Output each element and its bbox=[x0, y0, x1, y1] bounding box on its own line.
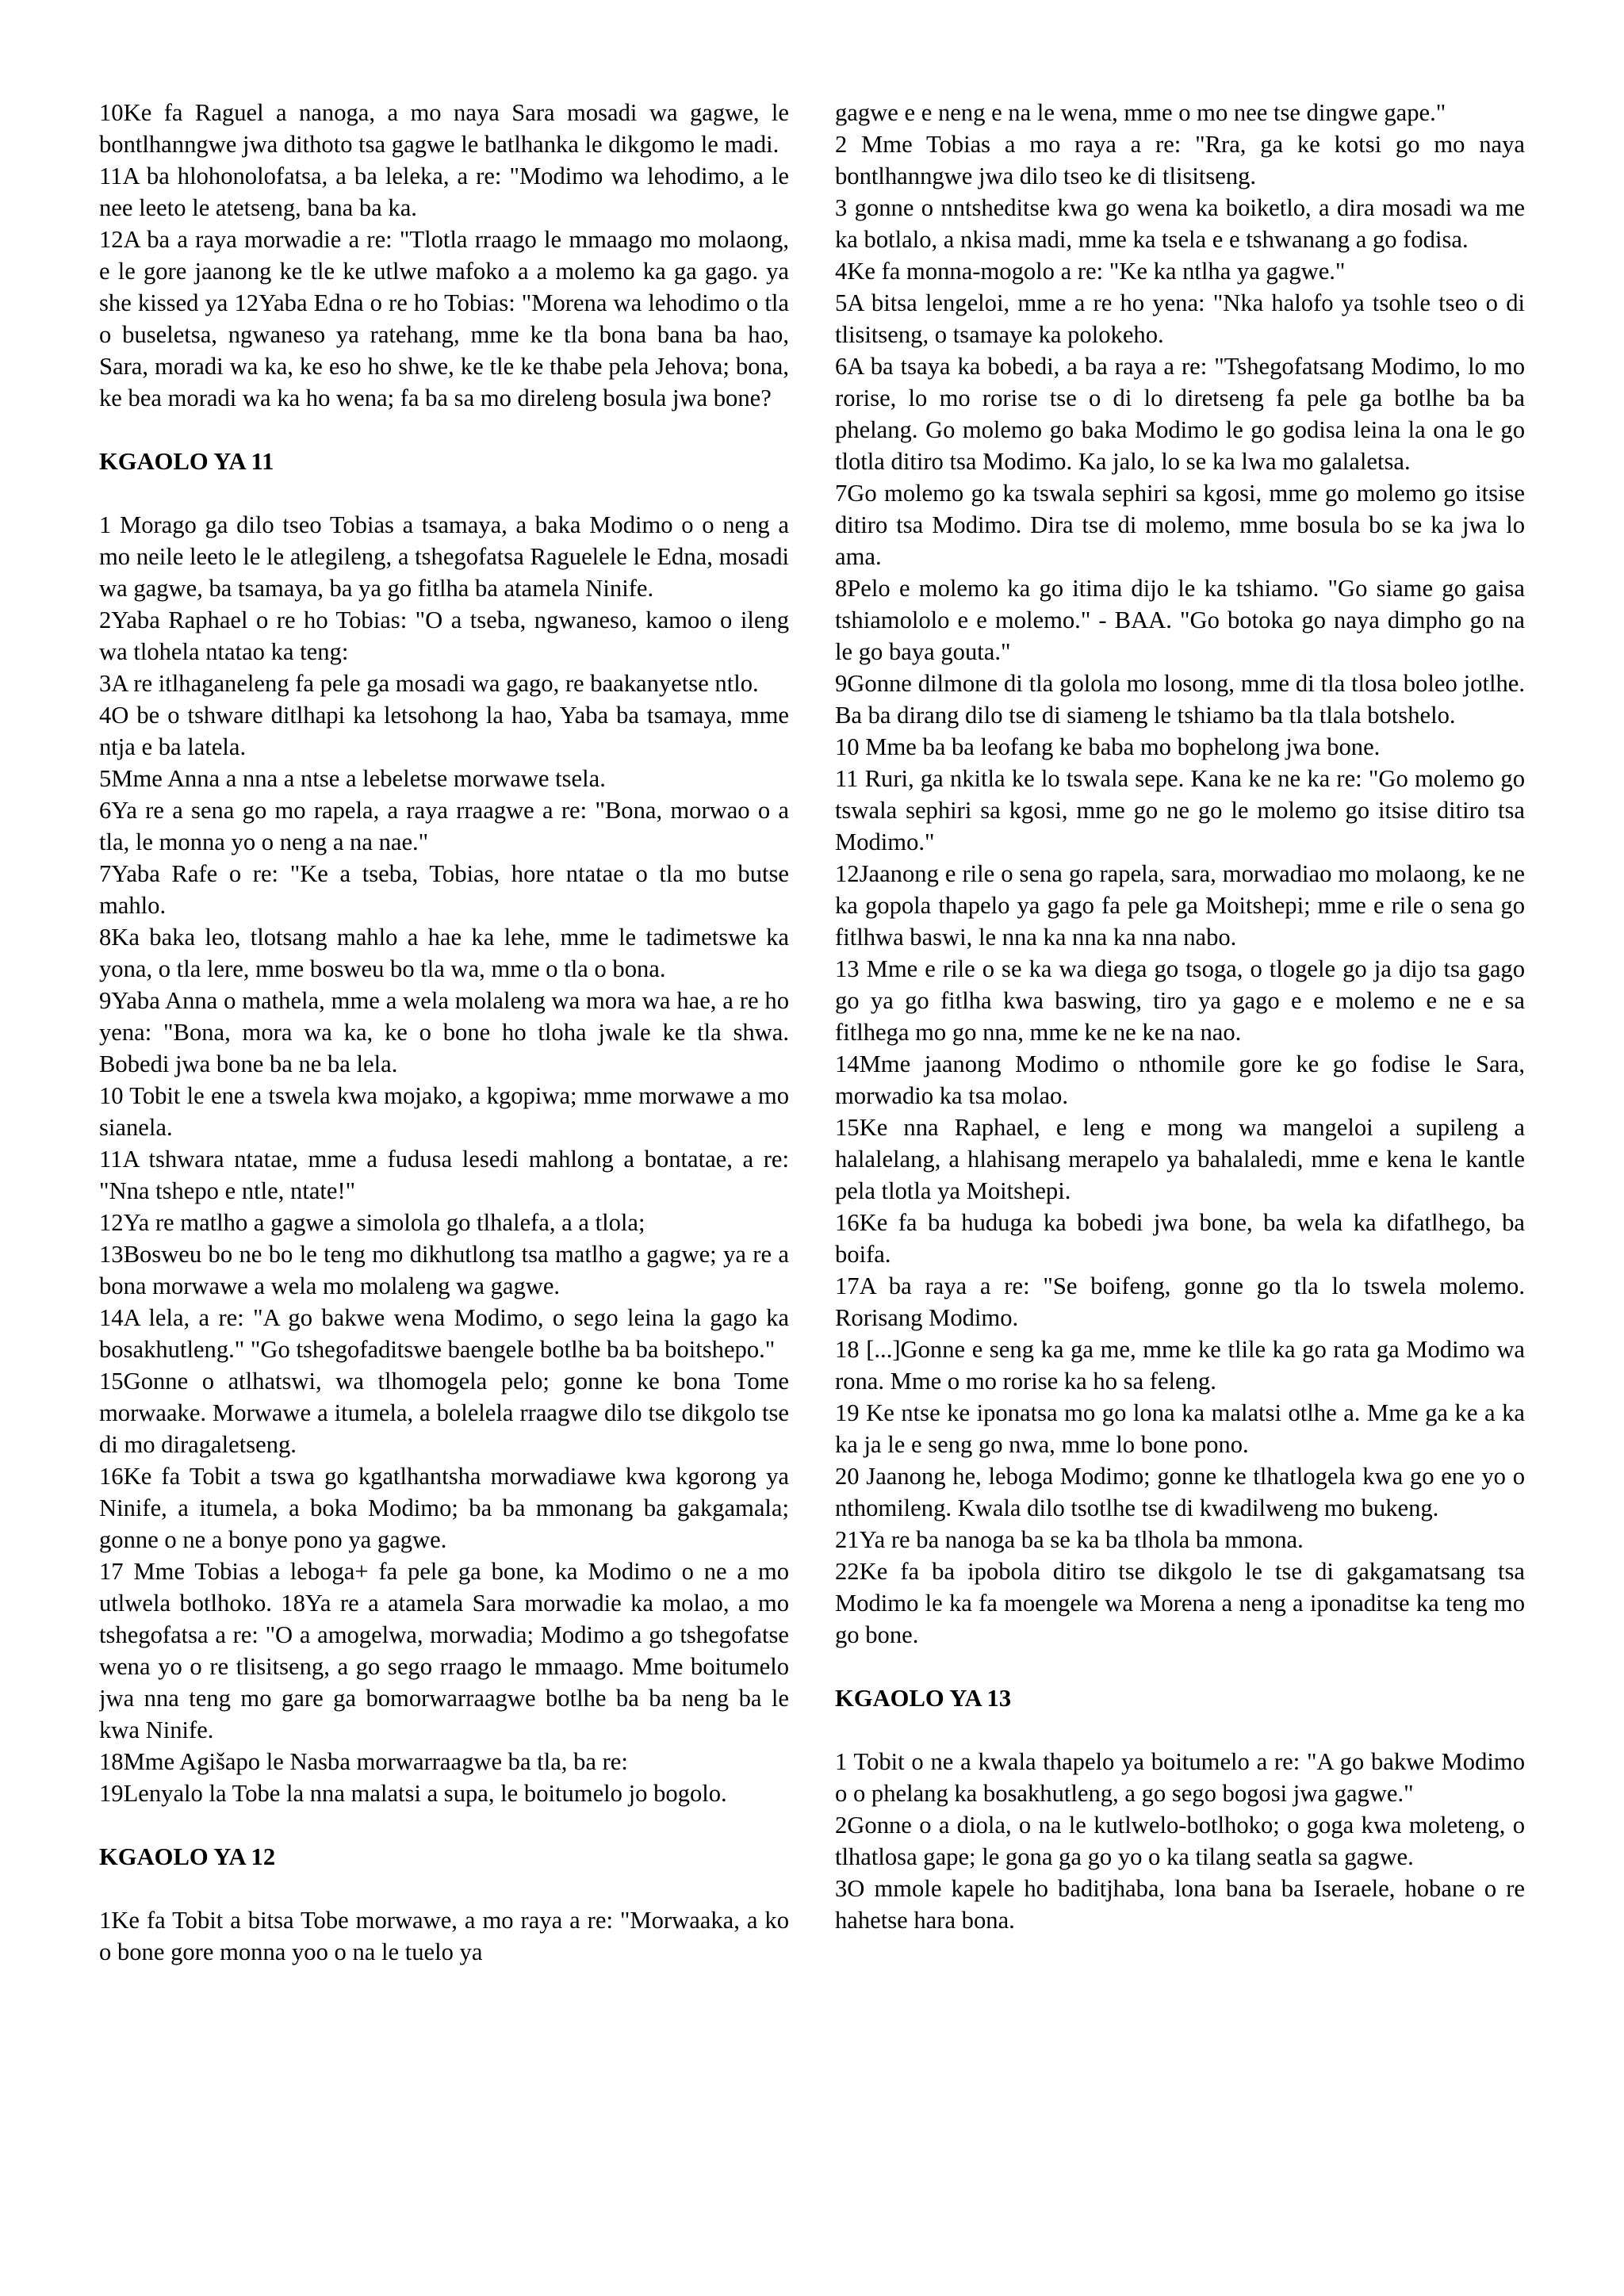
verse-paragraph: 8Pelo e molemo ka go itima dijo le ka tshiamo. "Go siame go gaisa tshiamololo e e molemo." - BAA. "Go botoka go naya dimpho go na le go baya gouta." bbox=[835, 575, 1525, 665]
verse-paragraph: 11A ba hlohonolofatsa, a ba leleka, a re: "Modimo wa lehodimo, a le nee leeto le atetseng, bana ba ka. bbox=[99, 163, 789, 221]
chapter-heading: KGAOLO YA 12 bbox=[99, 1843, 276, 1870]
verse-paragraph: 18Mme Agišapo le Nasba morwarraagwe ba tla, ba re: bbox=[99, 1748, 628, 1775]
verse-paragraph: 15Ke nna Raphael, e leng e mong wa mangeloi a supileng a halalelang, a hlahisang merapelo ya bahalaledi, mme e kena le kantle pela tlotla ya Moitshepi. bbox=[835, 1114, 1525, 1204]
verse-paragraph: 14A lela, a re: "A go bakwe wena Modimo, o sego leina la gago ka bosakhutleng." "Go tshegofaditswe baengele botlhe ba ba boitshepo." bbox=[99, 1304, 789, 1363]
verse-paragraph: 18 [...]Gonne e seng ka ga me, mme ke tlile ka go rata ga Modimo wa rona. Mme o mo rorise ka ho sa feleng. bbox=[835, 1336, 1525, 1395]
verse-paragraph: 9Yaba Anna o mathela, mme a wela molaleng wa mora wa hae, a re ho yena: "Bona, mora wa ka, ke o bone ho tloha jwale ke tla shwa. Bobedi jwa bone ba ne ba lela. bbox=[99, 987, 789, 1077]
verse-paragraph: 12Jaanong e rile o sena go rapela, sara, morwadiao mo molaong, ke ne ka gopola thapelo ya gago fa pele ga Moitshepi; mme e rile o sena go fitlhwa baswi, le nna ka nna ka nna nabo. bbox=[835, 860, 1525, 951]
verse-paragraph: 6A ba tsaya ka bobedi, a ba raya a re: "Tshegofatsang Modimo, lo mo rorise, lo mo rorise tse o di lo diretseng fa pele ga botlhe ba ba phelang. Go molemo go baka Modimo le go godisa leina la ona le go tlotla ditiro tsa Modimo. Ka jalo, lo se ka lwa mo galaletsa. bbox=[835, 353, 1525, 475]
verse-paragraph: 2Yaba Raphael o re ho Tobias: "O a tseba, ngwaneso, kamoo o ileng wa tlohela ntatao ka teng: bbox=[99, 607, 789, 665]
right-column bbox=[835, 97, 1525, 2277]
verse-paragraph: 11A tshwara ntatae, mme a fudusa lesedi mahlong a bontatae, a re: "Nna tshepo e ntle, ntate!" bbox=[99, 1146, 789, 1204]
verse-paragraph: gagwe e e neng e na le wena, mme o mo nee tse dingwe gape." bbox=[835, 99, 1446, 126]
verse-paragraph: 16Ke fa Tobit a tswa go kgatlhantsha morwadiawe kwa kgorong ya Ninife, a itumela, a boka Modimo; ba ba mmonang ba gakgamala; gonne o ne a bonye pono ya gagwe. bbox=[99, 1463, 789, 1553]
verse-paragraph: 9Gonne dilmone di tla golola mo losong, mme di tla tlosa boleo jotlhe. Ba ba dirang dilo tse di siameng le tshiamo ba tla tlala botshelo. bbox=[835, 670, 1525, 729]
verse-paragraph: 7Go molemo go ka tswala sephiri sa kgosi, mme go molemo go itsise ditiro tsa Modimo. Dira tse di molemo, mme bosula bo se ka jwa lo ama. bbox=[835, 480, 1525, 570]
chapter-heading: KGAOLO YA 11 bbox=[99, 448, 274, 475]
verse-paragraph: 4Ke fa monna-mogolo a re: "Ke ka ntlha ya gagwe." bbox=[835, 258, 1346, 285]
verse-paragraph: 1 Tobit o ne a kwala thapelo ya boitumelo a re: "A go bakwe Modimo o o phelang ka bosakhutleng, a go sego bogosi jwa gagwe." bbox=[835, 1748, 1525, 1807]
verse-paragraph: 12A ba a raya morwadie a re: "Tlotla rraago le mmaago mo molaong, e le gore jaanong ke tle ke utlwe mafoko a a molemo ka ga gago. ya she kissed ya 12Yaba Edna o re ho Tobias: "Morena wa lehodimo o tla o buseletsa, ngwaneso ya ratehang, mme ke tla bona bana ba hao, Sara, moradi wa ka, ke eso ho shwe, ke tle ke thabe pela Jehova; bona, ke bea moradi wa ka ho wena; fa ba sa mo direleng bosula jwa bone? bbox=[99, 226, 789, 411]
verse-paragraph: 4O be o tshware ditlhapi ka letsohong la hao, Yaba ba tsamaya, mme ntja e ba latela. bbox=[99, 702, 789, 760]
verse-paragraph: 10Ke fa Raguel a nanoga, a mo naya Sara mosadi wa gagwe, le bontlhanngwe jwa dithoto tsa gagwe le batlhanka le dikgomo le madi. bbox=[99, 99, 789, 158]
verse-paragraph: 2Gonne o a diola, o na le kutlwelo-botlhoko; o goga kwa moleteng, o tlhatlosa gape; le gona ga go yo o ka tilang seatla sa gagwe. bbox=[835, 1812, 1525, 1870]
verse-paragraph: 17 Mme Tobias a leboga+ fa pele ga bone, ka Modimo o ne a mo utlwela botlhoko. 18Ya re a atamela Sara morwadie ka molao, a mo tshegofatsa a re: "O a amogelwa, morwadia; Modimo a go tshegofatse wena yo o re tlisitseng, a go sego rraago le mmaago. Mme boitumelo jwa nna teng mo gare ga bomorwarraagwe botlhe ba ba neng ba le kwa Ninife. bbox=[99, 1558, 789, 1743]
left-column bbox=[99, 97, 789, 2277]
verse-paragraph: 22Ke fa ba ipobola ditiro tse dikgolo le tse di gakgamatsang tsa Modimo le ka fa moengele wa Morena a neng a iponaditse ka teng mo go bone. bbox=[835, 1558, 1525, 1648]
verse-paragraph: 19Lenyalo la Tobe la nna malatsi a supa, le boitumelo jo bogolo. bbox=[99, 1780, 727, 1807]
verse-paragraph: 7Yaba Rafe o re: "Ke a tseba, Tobias, hore ntatae o tla mo butse mahlo. bbox=[99, 860, 789, 919]
chapter-heading: KGAOLO YA 13 bbox=[835, 1685, 1012, 1712]
verse-paragraph: 12Ya re matlho a gagwe a simolola go tlhalefa, a a tlola; bbox=[99, 1209, 645, 1236]
verse-paragraph: 17A ba raya a re: "Se boifeng, gonne go tla lo tswela molemo. Rorisang Modimo. bbox=[835, 1272, 1525, 1331]
verse-paragraph: 13Bosweu bo ne bo le teng mo dikhutlong tsa matlho a gagwe; ya re a bona morwawe a wela mo molaleng wa gagwe. bbox=[99, 1241, 789, 1299]
verse-paragraph: 14Mme jaanong Modimo o nthomile gore ke go fodise le Sara, morwadio ka tsa molao. bbox=[835, 1050, 1525, 1109]
verse-paragraph: 10 Mme ba ba leofang ke baba mo bophelong jwa bone. bbox=[835, 733, 1381, 760]
verse-paragraph: 5A bitsa lengeloi, mme a re ho yena: "Nka halofo ya tsohle tseo o di tlisitseng, o tsamaye ka polokeho. bbox=[835, 289, 1525, 348]
verse-paragraph: 3 gonne o nntsheditse kwa go wena ka boiketlo, a dira mosadi wa me ka botlalo, a nkisa madi, mme ka tsela e e tshwanang a go fodisa. bbox=[835, 194, 1525, 253]
verse-paragraph: 20 Jaanong he, leboga Modimo; gonne ke tlhatlogela kwa go ene yo o nthomileng. Kwala dilo tsotlhe tse di kwadilweng mo bukeng. bbox=[835, 1463, 1525, 1521]
verse-paragraph: 19 Ke ntse ke iponatsa mo go lona ka malatsi otlhe a. Mme ga ke a ka ka ja le e seng go nwa, mme lo bone pono. bbox=[835, 1399, 1525, 1458]
two-column-layout bbox=[99, 97, 1525, 2277]
verse-paragraph: 6Ya re a sena go mo rapela, a raya rraagwe a re: "Bona, morwao o a tla, le monna yo o neng a na nae." bbox=[99, 797, 789, 855]
verse-paragraph: 16Ke fa ba huduga ka bobedi jwa bone, ba wela ka difatlhego, ba boifa. bbox=[835, 1209, 1525, 1268]
verse-paragraph: 3O mmole kapele ho baditjhaba, lona bana ba Iseraele, hobane o re hahetse hara bona. bbox=[835, 1875, 1525, 1934]
verse-paragraph: 21Ya re ba nanoga ba se ka ba tlhola ba mmona. bbox=[835, 1526, 1304, 1553]
verse-paragraph: 1 Morago ga dilo tseo Tobias a tsamaya, a baka Modimo o o neng a mo neile leeto le le atlegileng, a tshegofatsa Raguelele le Edna, mosadi wa gagwe, ba tsamaya, ba ya go fitlha ba atamela Ninife. bbox=[99, 511, 789, 602]
verse-paragraph: 8Ka baka leo, tlotsang mahlo a hae ka lehe, mme le tadimetswe ka yona, o tla lere, mme bosweu bo tla wa, mme o tla o bona. bbox=[99, 924, 789, 982]
verse-paragraph: 2 Mme Tobias a mo raya a re: "Rra, ga ke kotsi go mo naya bontlhanngwe jwa dilo tseo ke di tlisitseng. bbox=[835, 131, 1525, 189]
verse-paragraph: 15Gonne o atlhatswi, wa tlhomogela pelo; gonne ke bona Tome morwaake. Morwawe a itumela, a bolelela rraagwe dilo tse dikgolo tse di mo diragaletseng. bbox=[99, 1368, 789, 1458]
verse-paragraph: 13 Mme e rile o se ka wa diega go tsoga, o tlogele go ja dijo tsa gago go ya go fitlha kwa baswing, tiro ya gago e e molemo e ne e sa fitlhega mo go nna, mme ke ne ke na nao. bbox=[835, 955, 1525, 1046]
verse-paragraph: 11 Ruri, ga nkitla ke lo tswala sepe. Kana ke ne ka re: "Go molemo go tswala sephiri sa kgosi, mme go ne go le molemo go itsise ditiro tsa Modimo." bbox=[835, 765, 1525, 855]
verse-paragraph: 1Ke fa Tobit a bitsa Tobe morwawe, a mo raya a re: "Morwaaka, a ko o bone gore monna yoo o na le tuelo ya bbox=[99, 1907, 789, 1965]
verse-paragraph: 10 Tobit le ene a tswela kwa mojako, a kgopiwa; mme morwawe a mo sianela. bbox=[99, 1082, 789, 1141]
verse-paragraph: 5Mme Anna a nna a ntse a lebeletse morwawe tsela. bbox=[99, 765, 606, 792]
verse-paragraph: 3A re itlhaganeleng fa pele ga mosadi wa gago, re baakanyetse ntlo. bbox=[99, 670, 759, 697]
